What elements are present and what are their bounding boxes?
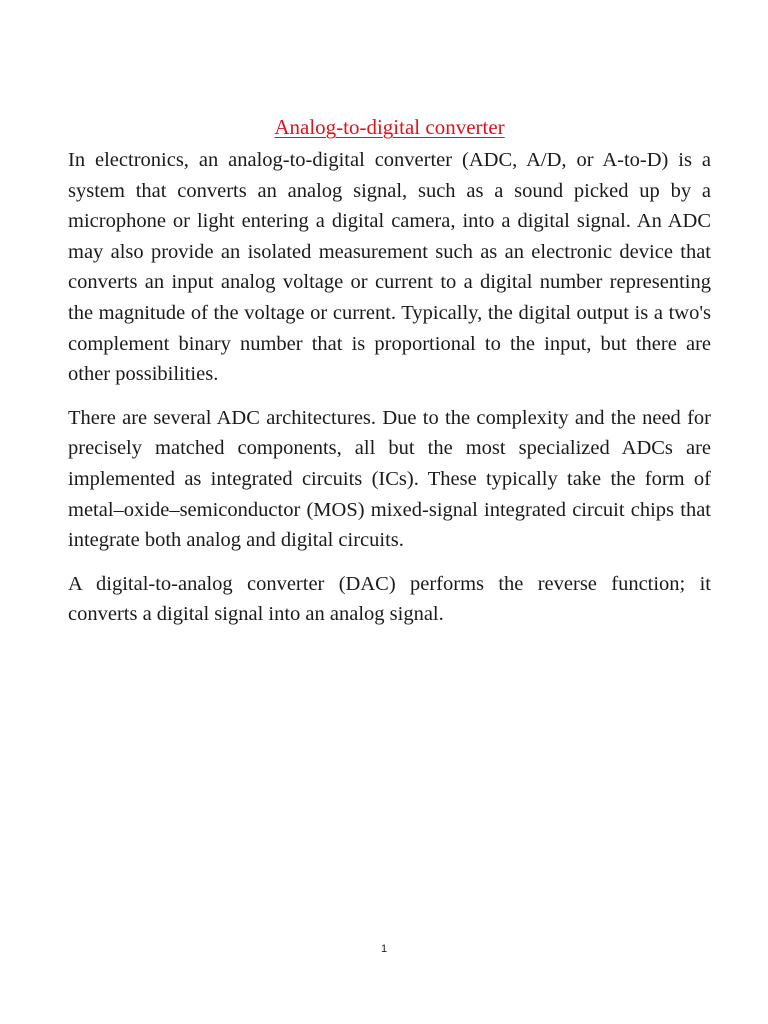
page-number: 1 (380, 943, 388, 955)
document-title (68, 113, 711, 141)
paragraph-architectures: There are several ADC architectures. Due to the complexity and the need for precisely matched components, all but the most specialized ADCs are implemented as integrated circuits (ICs). These typically take the form of metal–oxide–semiconductor (MOS) mixed-signal integrated circuit chips that integrate both analog and digital circuits. (68, 406, 711, 552)
paragraph-intro: In electronics, an analog-to-digital converter (ADC, A/D, or A-to-D) is a system that converts an analog signal, such as a sound picked up by a microphone or light entering a digital camera, into a digital signal. An ADC may also provide an isolated measurement such as an electronic device that converts an input analog voltage or current to a digital number representing the magnitude of the voltage or current. Typically, the digital output is a two's complement binary number that is proportional to the input, but there are other possibilities. (68, 149, 711, 386)
document-title-text: Analog-to-digital converter (274, 115, 505, 139)
paragraph-dac: A digital-to-analog converter (DAC) performs the reverse function; it converts a digital signal into an analog signal. (68, 572, 711, 626)
